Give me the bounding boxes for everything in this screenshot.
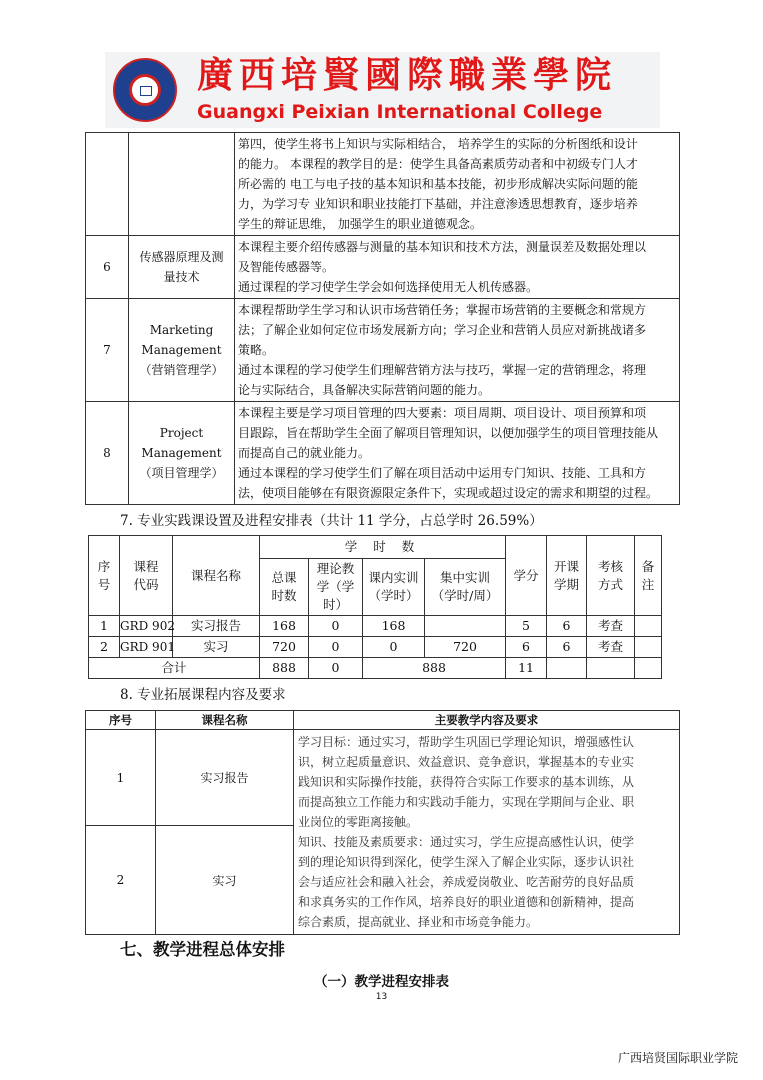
col-note: 备注 xyxy=(635,536,662,616)
course-name-line: Project xyxy=(159,426,204,440)
header-row xyxy=(86,711,680,730)
extension-table-heading: 8. 专业拓展课程内容及要求 xyxy=(120,687,286,703)
sum-exam xyxy=(587,658,635,679)
subsection-title: （一）教学进程安排表 xyxy=(314,974,449,990)
course-name-line: 传感器原理及测 xyxy=(139,250,224,264)
content-line: 通过本课程的学习使学生们理解营销方法与技巧，掌握一定的营销理念，将理 xyxy=(238,363,647,377)
sum-row xyxy=(89,658,662,679)
row-total: 168 xyxy=(260,616,309,637)
col-theory: 理论教学（学时） xyxy=(309,559,363,616)
course-name-line: Marketing xyxy=(149,323,214,337)
row-focused xyxy=(425,616,506,637)
col-content: 主要教学内容及要求 xyxy=(294,711,680,730)
content-line: 法，使项目能够在有限资源限定条件下，实现或超过设定的需求和期望的过程。 xyxy=(238,486,659,500)
row-code: GRD 902 xyxy=(120,616,173,637)
course-description-table xyxy=(85,132,680,505)
course-name-line: Management xyxy=(141,343,222,357)
sum-term xyxy=(547,658,587,679)
row-credit: 5 xyxy=(506,616,547,637)
table-row xyxy=(86,299,680,402)
col-total: 总课时数 xyxy=(260,559,309,616)
content-line: 本课程主要介绍传感器与测量的基本知识和技术方法，测量误差及数据处理以 xyxy=(238,240,647,254)
content-line: 力，为学习专 业知识和职业技能打下基础，并注意渗透思想教育，逐步培养 xyxy=(238,197,638,211)
sum-theory: 0 xyxy=(309,658,363,679)
row-no: 1 xyxy=(89,616,120,637)
row-no: 2 xyxy=(89,637,120,658)
row-note xyxy=(635,637,662,658)
row-no: 7 xyxy=(86,299,129,402)
table-row xyxy=(86,730,680,826)
content-line: 策略。 xyxy=(238,343,275,357)
content-line: 和求真务实的工作作风，培养良好的职业道德和创新精神，提高 xyxy=(298,895,635,909)
col-name: 课程名称 xyxy=(173,536,260,616)
table-row xyxy=(89,637,662,658)
table-row xyxy=(86,402,680,505)
row-content xyxy=(235,299,680,402)
sum-label: 合计 xyxy=(89,658,260,679)
col-term: 开课学期 xyxy=(547,536,587,616)
page-number: 13 xyxy=(375,992,388,1002)
content-line: 业岗位的零距离接触。 xyxy=(298,815,419,829)
content-line: 目跟踪，旨在帮助学生全面了解项目管理知识，以便加强学生的项目管理技能从 xyxy=(238,426,659,440)
content-line: 所必需的 电工与电子技的基本知识和基本技能，初步形成解决实际问题的能 xyxy=(238,177,638,191)
row-no: 1 xyxy=(86,730,156,826)
row-focused: 720 xyxy=(425,637,506,658)
row-name xyxy=(129,402,235,505)
row-name: 实习报告 xyxy=(156,730,294,826)
extension-course-table xyxy=(85,710,680,935)
sum-credit: 11 xyxy=(506,658,547,679)
content-line: 而提高自己的就业能力。 xyxy=(238,446,371,460)
content-line: 知识、技能及素质要求：通过实习，学生应提高感性认识，使学 xyxy=(298,835,635,849)
content-line: 第四，使学生将书上知识与实际相结合， 培养学生的实际的分析图纸和设计 xyxy=(238,137,638,151)
content-line: 学生的辩证思维， 加强学生的职业道德观念。 xyxy=(238,217,482,231)
col-focused: 集中实训（学时/周） xyxy=(425,559,506,616)
content-line: 学习目标：通过实习，帮助学生巩固已学理论知识，增强感性认 xyxy=(298,735,635,749)
row-term: 6 xyxy=(547,616,587,637)
row-theory: 0 xyxy=(309,637,363,658)
row-total: 720 xyxy=(260,637,309,658)
row-theory: 0 xyxy=(309,616,363,637)
row-exam: 考查 xyxy=(587,616,635,637)
row-note xyxy=(635,616,662,637)
table-row xyxy=(86,133,680,236)
row-name xyxy=(129,236,235,299)
row-name: 实习 xyxy=(173,637,260,658)
row-name xyxy=(129,299,235,402)
row-code: GRD 901 xyxy=(120,637,173,658)
row-no: 8 xyxy=(86,402,129,505)
col-credit: 学分 xyxy=(506,536,547,616)
col-name: 课程名称 xyxy=(156,711,294,730)
sum-practice: 888 xyxy=(363,658,506,679)
col-code: 课程代码 xyxy=(120,536,173,616)
row-content xyxy=(294,730,680,935)
table-row xyxy=(89,616,662,637)
content-line: 通过本课程的学习使学生们了解在项目活动中运用专门知识、技能、工具和方 xyxy=(238,466,647,480)
content-line: 识，树立起质量意识、效益意识、竞争意识，掌握基本的专业实 xyxy=(298,755,635,769)
practice-course-table xyxy=(88,535,662,679)
page-body xyxy=(0,132,763,1003)
course-name-line: （项目管理学） xyxy=(139,466,224,480)
row-name: 实习 xyxy=(156,826,294,935)
content-line: 践知识和实际操作技能，获得符合实际工作要求的基本训练，从 xyxy=(298,775,635,789)
content-line: 通过课程的学习使学生学会如何选择使用无人机传感器。 xyxy=(238,280,539,294)
content-line: 而提高独立工作能力和实践动手能力，实现在学期间与企业、职 xyxy=(298,795,635,809)
row-content xyxy=(235,133,680,236)
col-no: 序号 xyxy=(89,536,120,616)
section-title: 七、教学进程总体安排 xyxy=(120,940,285,959)
content-line: 论与实际结合，具备解决实际营销问题的能力。 xyxy=(238,383,491,397)
logo-chinese-name: 廣西培賢國際職業學院 xyxy=(197,54,618,96)
content-line: 本课程主要是学习项目管理的四大要素：项目周期、项目设计、项目预算和项 xyxy=(238,406,647,420)
content-line: 法；了解企业如何定位市场发展新方向；学习企业和营销人员应对新挑战诸多 xyxy=(238,323,647,337)
content-line: 到的理论知识得到深化，使学生深入了解企业实际，逐步认识社 xyxy=(298,855,635,869)
content-line: 的能力。 本课程的教学目的是：使学生具备高素质劳动者和中初级专门人才 xyxy=(238,157,638,171)
row-no: 2 xyxy=(86,826,156,935)
row-inclass: 168 xyxy=(363,616,425,637)
row-content xyxy=(235,402,680,505)
col-inclass: 课内实训（学时） xyxy=(363,559,425,616)
content-line: 本课程帮助学生学习和认识市场营销任务；掌握市场营销的主要概念和常规方 xyxy=(238,303,647,317)
course-name-line: 量技术 xyxy=(163,270,200,284)
table-row xyxy=(86,236,680,299)
row-name xyxy=(129,133,235,236)
practice-table-heading: 7. 专业实践课设置及进程安排表（共计 11 学分，占总学时 26.59%） xyxy=(120,513,543,529)
logo-english-name: Guangxi Peixian International College xyxy=(197,101,603,123)
row-credit: 6 xyxy=(506,637,547,658)
row-exam: 考查 xyxy=(587,637,635,658)
col-no: 序号 xyxy=(86,711,156,730)
col-exam: 考核方式 xyxy=(587,536,635,616)
college-logo-banner xyxy=(105,52,660,128)
college-emblem-icon xyxy=(113,58,177,122)
row-name: 实习报告 xyxy=(173,616,260,637)
footer-college-name: 广西培贤国际职业学院 xyxy=(618,1051,739,1065)
sum-note xyxy=(635,658,662,679)
row-inclass: 0 xyxy=(363,637,425,658)
row-content xyxy=(235,236,680,299)
row-no xyxy=(86,133,129,236)
content-line: 综合素质，提高就业、择业和市场竞争能力。 xyxy=(298,915,539,929)
course-name-line: （营销管理学） xyxy=(139,363,224,377)
col-hours: 学 时 数 xyxy=(260,536,506,559)
row-no: 6 xyxy=(86,236,129,299)
row-term: 6 xyxy=(547,637,587,658)
content-line: 会与适应社会和融入社会，养成爱岗敬业、吃苦耐劳的良好品质 xyxy=(298,875,635,889)
content-line: 及智能传感器等。 xyxy=(238,260,335,274)
sum-total: 888 xyxy=(260,658,309,679)
course-name-line: Management xyxy=(141,446,222,460)
header-row xyxy=(89,536,662,559)
